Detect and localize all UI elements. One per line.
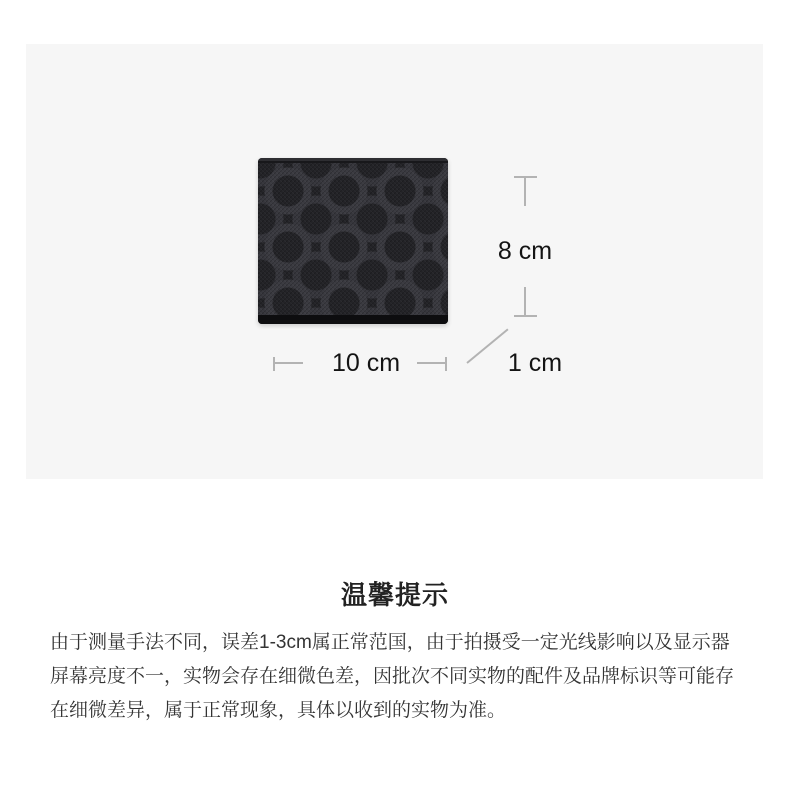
tips-body-line: 屏幕亮度不一，实物会存在细微色差，因批次不同实物的配件及品牌标识等可能存 <box>50 666 735 687</box>
wallet-image <box>258 158 448 324</box>
wallet-signature-pattern <box>258 163 448 315</box>
height-dimension-label: 8 cm <box>497 237 553 265</box>
wallet-bottom-trim <box>258 315 448 324</box>
width-dimension-tick-right <box>445 357 447 371</box>
product-panel <box>26 44 763 479</box>
tips-title: 温馨提示 <box>340 580 449 610</box>
width-dimension-line-left <box>274 362 303 364</box>
height-dimension-line-bottom <box>524 287 526 316</box>
height-dimension-cap-bottom <box>514 315 537 317</box>
tips-body <box>50 626 742 728</box>
width-dimension-label: 10 cm <box>331 349 401 377</box>
tips-body-line: 由于测量手法不同，误差1-3cm属正常范国，由于拍摄受一定光线影响以及显示器 <box>50 632 730 653</box>
width-dimension-line-right <box>417 362 446 364</box>
depth-dimension-label: 1 cm <box>507 349 563 377</box>
tips-body-line: 在细微差异，属于正常现象，具体以收到的实物为准。 <box>50 700 507 721</box>
depth-dimension-diagonal-line <box>466 329 508 364</box>
height-dimension-line-top <box>524 176 526 206</box>
width-dimension-tick-left <box>273 357 275 371</box>
